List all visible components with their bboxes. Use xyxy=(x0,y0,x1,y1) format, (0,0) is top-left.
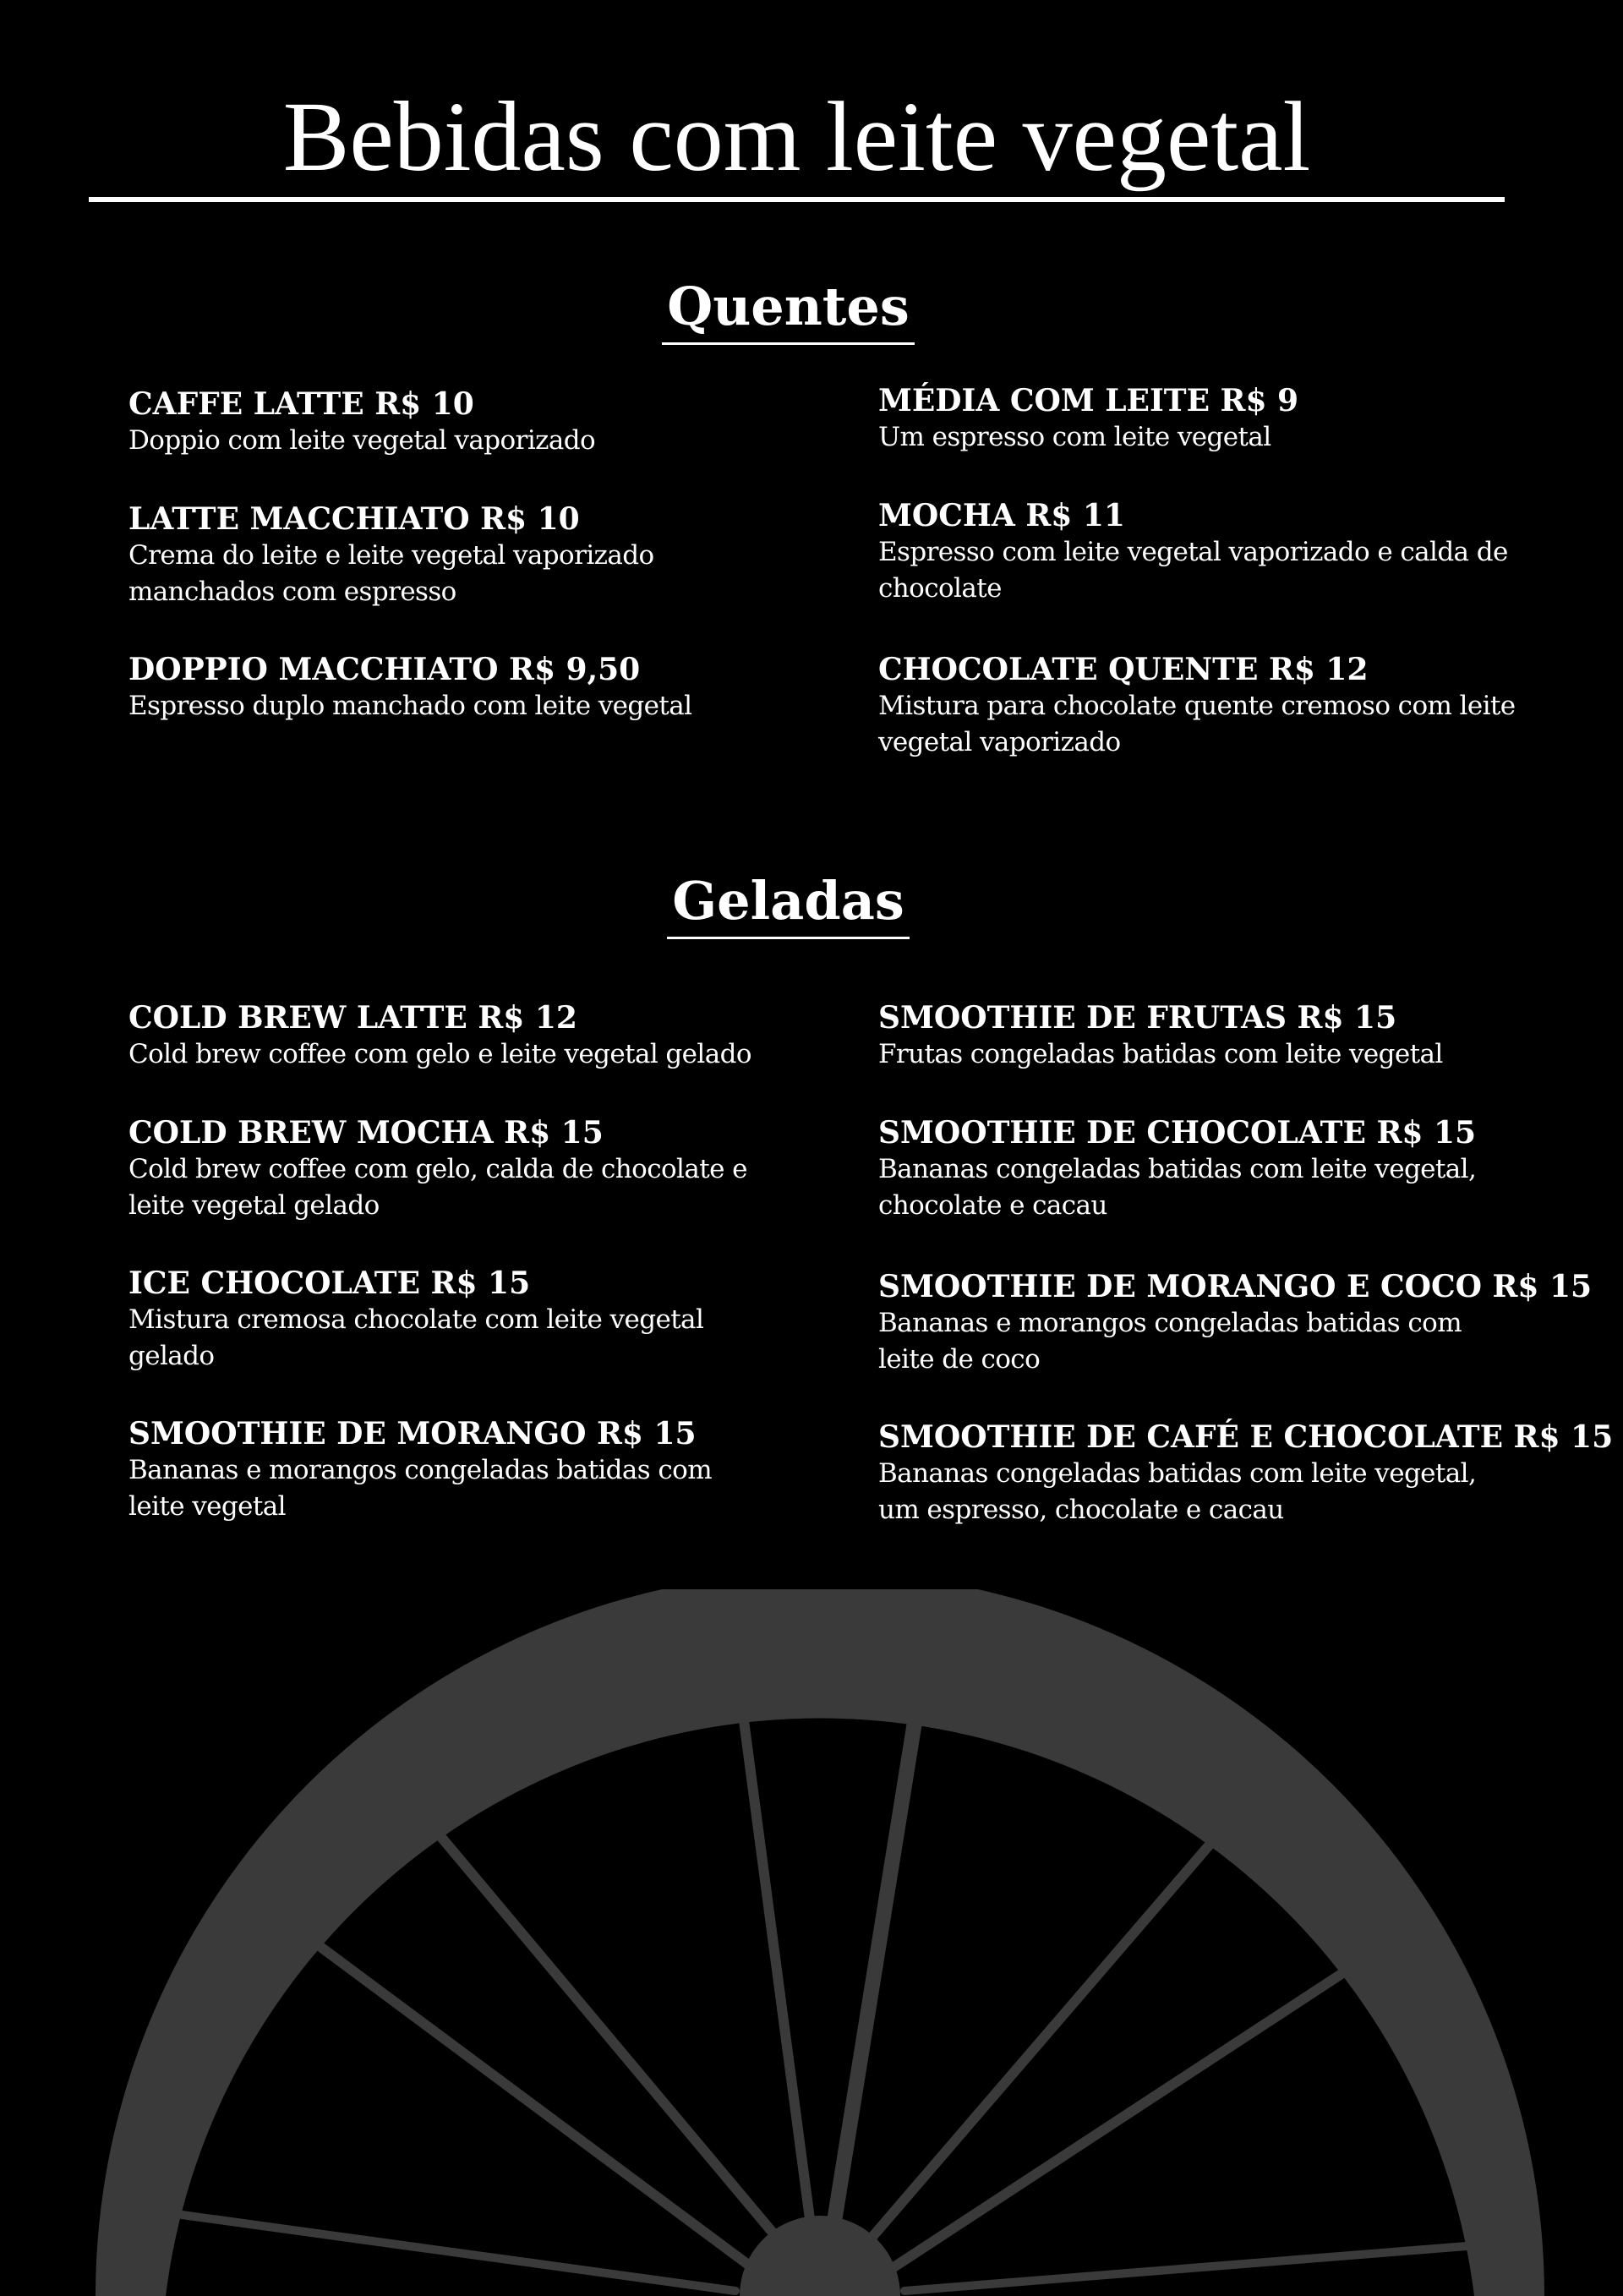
item-description: Mistura cremosa chocolate com leite vegetal gelado xyxy=(128,1304,704,1371)
page-title: Bebidas com leite vegetal xyxy=(282,81,1311,192)
menu-item xyxy=(878,651,1555,761)
menu-item xyxy=(128,999,805,1073)
item-name: SMOOTHIE DE FRUTAS R$ 15 xyxy=(878,1000,1397,1036)
section-title-quentes: Quentes xyxy=(0,275,1577,345)
item-description: Bananas congeladas batidas com leite vegetal, chocolate e cacau xyxy=(878,1154,1477,1221)
item-description: Um espresso com leite vegetal xyxy=(878,422,1271,452)
item-name: ICE CHOCOLATE R$ 15 xyxy=(128,1266,531,1301)
menu-item xyxy=(878,999,1555,1073)
item-name: SMOOTHIE DE MORANGO E COCO R$ 15 xyxy=(878,1269,1593,1304)
item-description: Bananas e morangos congeladas batidas com leite de coco xyxy=(878,1308,1462,1375)
item-description: Espresso duplo manchado com leite vegetal xyxy=(128,691,692,721)
item-name: DOPPIO MACCHIATO R$ 9,50 xyxy=(128,652,641,687)
menu-item xyxy=(878,382,1555,456)
item-name: SMOOTHIE DE CHOCOLATE R$ 15 xyxy=(878,1115,1477,1151)
item-description: Espresso com leite vegetal vaporizado e calda de chocolate xyxy=(878,537,1508,604)
menu-item xyxy=(128,385,805,459)
item-name: CHOCOLATE QUENTE R$ 12 xyxy=(878,652,1369,687)
item-description: Cold brew coffee com gelo, calda de chocolate e leite vegetal gelado xyxy=(128,1154,747,1221)
item-description: Crema do leite e leite vegetal vaporizado manchados com espresso xyxy=(128,540,654,607)
menu-item xyxy=(128,1114,805,1224)
item-description: Doppio com leite vegetal vaporizado xyxy=(128,425,596,456)
item-name: LATTE MACCHIATO R$ 10 xyxy=(128,501,580,537)
menu-item xyxy=(878,1268,1593,1378)
menu-item xyxy=(878,497,1555,607)
item-name: SMOOTHIE DE CAFÉ E CHOCOLATE R$ 15 xyxy=(878,1419,1614,1455)
item-description: Cold brew coffee com gelo e leite vegetal gelado xyxy=(128,1039,751,1069)
section-title-geladas: Geladas xyxy=(0,869,1577,939)
item-description: Bananas congeladas batidas com leite vegetal, um espresso, chocolate e cacau xyxy=(878,1458,1477,1525)
item-name: MOCHA R$ 11 xyxy=(878,498,1125,533)
menu-item xyxy=(878,1114,1555,1224)
item-description: Frutas congeladas batidas com leite vegetal xyxy=(878,1039,1443,1069)
menu-item xyxy=(128,1415,805,1525)
item-name: CAFFE LATTE R$ 10 xyxy=(128,386,474,422)
item-name: MÉDIA COM LEITE R$ 9 xyxy=(878,383,1299,418)
menu-item xyxy=(878,1419,1614,1528)
item-name: COLD BREW LATTE R$ 12 xyxy=(128,1000,577,1036)
item-name: COLD BREW MOCHA R$ 15 xyxy=(128,1115,604,1151)
menu-item xyxy=(128,1265,805,1375)
menu-item xyxy=(128,500,805,610)
menu-item xyxy=(128,651,805,724)
wheel-illustration xyxy=(0,1589,1623,2296)
item-name: SMOOTHIE DE MORANGO R$ 15 xyxy=(128,1416,697,1451)
item-description: Bananas e morangos congeladas batidas com leite vegetal xyxy=(128,1455,712,1522)
title-divider xyxy=(89,197,1505,202)
item-description: Mistura para chocolate quente cremoso com leite vegetal vaporizado xyxy=(878,691,1516,757)
